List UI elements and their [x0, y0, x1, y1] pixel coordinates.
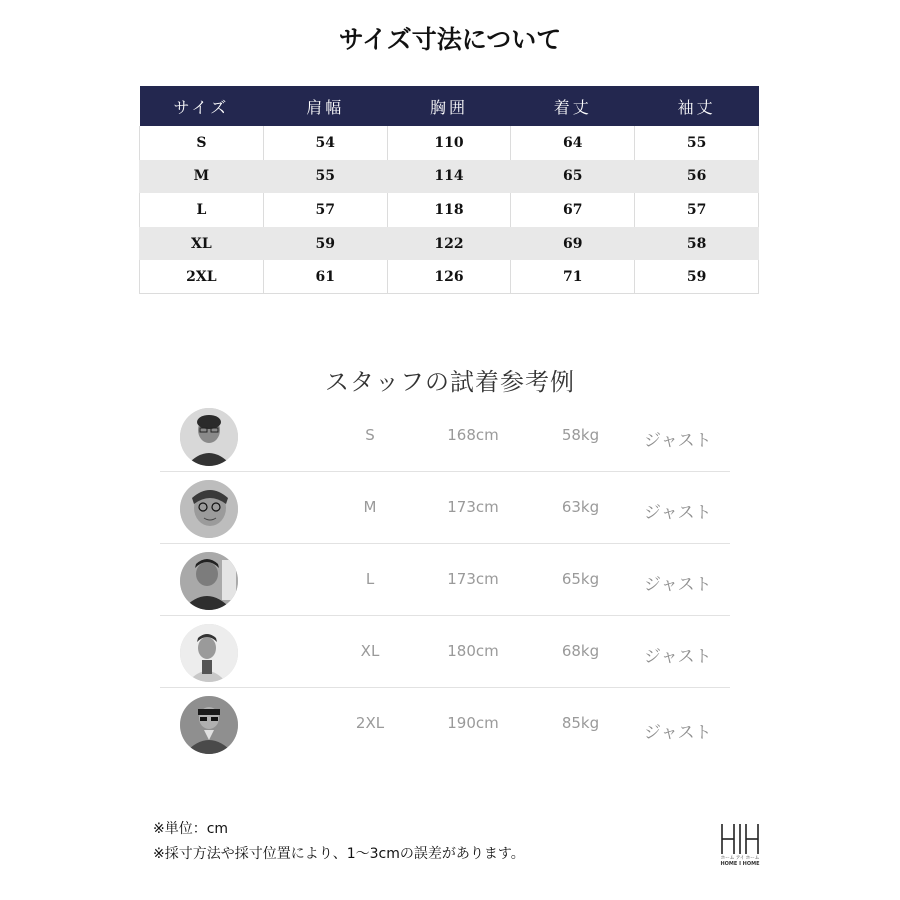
table-cell: 61 — [263, 260, 387, 294]
table-cell: 2XL — [140, 260, 264, 294]
table-row — [140, 193, 759, 227]
column-header-sleeve: 袖丈 — [635, 86, 759, 126]
table-cell: 57 — [263, 193, 387, 227]
staff-size: M — [363, 498, 377, 516]
table-cell: 71 — [511, 260, 635, 294]
page-title: サイズ寸法について — [338, 25, 562, 54]
staff-weight: 85kg — [561, 714, 600, 732]
table-cell: 122 — [387, 227, 511, 261]
table-row — [140, 126, 759, 160]
table-row — [140, 160, 759, 194]
staff-size: L — [365, 570, 375, 588]
staff-height: 190cm — [447, 714, 499, 732]
staff-size: S — [365, 426, 375, 444]
staff-weight: 65kg — [561, 570, 600, 588]
table-cell: 55 — [263, 160, 387, 194]
table-cell: 56 — [635, 160, 759, 194]
staff-fit: ジャスト — [644, 647, 712, 667]
staff-fit: ジャスト — [644, 575, 712, 595]
table-cell: 67 — [511, 193, 635, 227]
table-cell: 57 — [635, 193, 759, 227]
staff-fit: ジャスト — [644, 723, 712, 743]
brand-name: HOME I HOME — [720, 860, 760, 867]
table-cell: 64 — [511, 126, 635, 160]
table-cell: 118 — [387, 193, 511, 227]
tolerance-note: ※採寸方法や採寸位置により、1～3cmの誤差があります。 — [153, 846, 525, 862]
table-cell: 55 — [635, 126, 759, 160]
staff-height: 168cm — [447, 426, 499, 444]
table-cell: XL — [140, 227, 264, 261]
list-item — [160, 472, 730, 544]
table-row — [140, 227, 759, 261]
staff-height: 173cm — [447, 498, 499, 516]
staff-height: 180cm — [447, 642, 499, 660]
list-item — [160, 616, 730, 688]
staff-height: 173cm — [447, 570, 499, 588]
table-cell: 59 — [263, 227, 387, 261]
avatar — [180, 480, 238, 538]
staff-weight: 58kg — [561, 426, 600, 444]
avatar — [180, 624, 238, 682]
staff-weight: 68kg — [561, 642, 600, 660]
table-cell: L — [140, 193, 264, 227]
staff-fit: ジャスト — [644, 503, 712, 523]
table-cell: M — [140, 160, 264, 194]
table-cell: 69 — [511, 227, 635, 261]
staff-list — [160, 400, 730, 760]
table-cell: 110 — [387, 126, 511, 160]
staff-size: 2XL — [355, 714, 385, 732]
brand-logo-text — [716, 856, 764, 867]
column-header-chest: 胸囲 — [387, 86, 511, 126]
avatar — [180, 552, 238, 610]
list-item — [160, 544, 730, 616]
staff-section-title: スタッフの試着参考例 — [325, 368, 575, 396]
avatar — [180, 408, 238, 466]
unit-note: ※単位：cm — [153, 821, 229, 837]
table-cell: 59 — [635, 260, 759, 294]
list-item — [160, 688, 730, 760]
notes — [153, 817, 525, 867]
column-header-length: 着丈 — [511, 86, 635, 126]
staff-size: XL — [360, 642, 380, 660]
table-row — [140, 260, 759, 294]
table-cell: 65 — [511, 160, 635, 194]
table-cell: 54 — [263, 126, 387, 160]
staff-fit: ジャスト — [644, 431, 712, 451]
size-table-header-row — [140, 86, 759, 126]
table-cell: S — [140, 126, 264, 160]
column-header-shoulder: 肩幅 — [263, 86, 387, 126]
brand-kana: ホーム アイ ホーム — [720, 856, 760, 861]
size-table — [139, 86, 759, 294]
avatar — [180, 696, 238, 754]
table-cell: 58 — [635, 227, 759, 261]
table-cell: 114 — [387, 160, 511, 194]
column-header-size: サイズ — [140, 86, 264, 126]
list-item — [160, 400, 730, 472]
staff-weight: 63kg — [561, 498, 600, 516]
table-cell: 126 — [387, 260, 511, 294]
brand-logo — [718, 820, 762, 876]
